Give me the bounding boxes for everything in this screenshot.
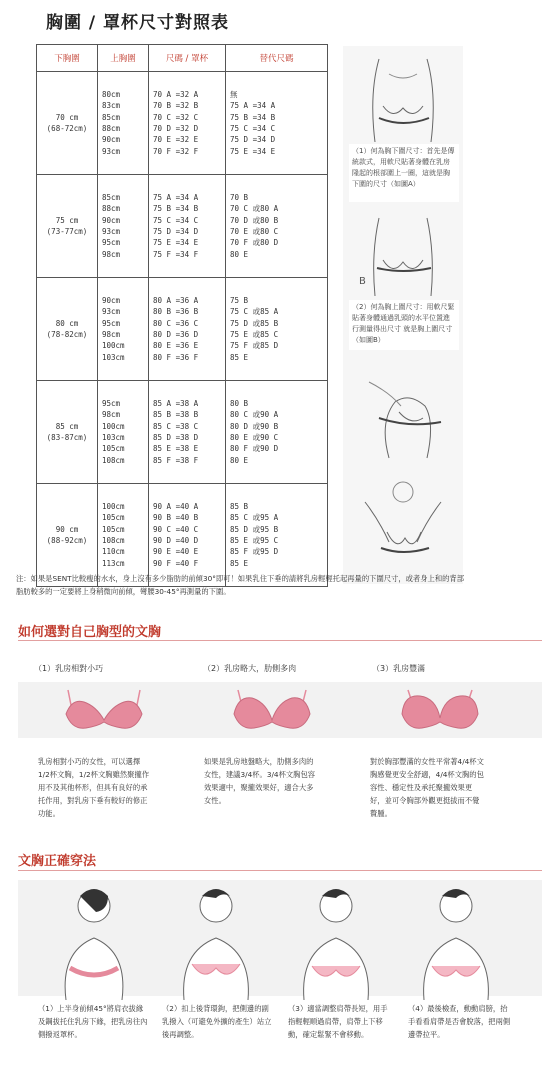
step3-illustration	[276, 882, 396, 1002]
header-over: 上胸圍	[98, 45, 149, 72]
step4-illustration	[396, 882, 516, 1002]
alt-size-cell: 80 B 80 C 或90 A 80 D 或90 B 80 E 或90 C 80 F 或90 D 80 E	[226, 381, 328, 484]
table-row	[37, 278, 328, 381]
step1-illustration	[36, 882, 156, 1002]
section-title-wearing: 文胸正確穿法	[18, 854, 97, 869]
over-bust-cell: 90cm 93cm 95cm 98cm 100cm 103cm	[98, 278, 149, 381]
alt-size-cell: 無 75 A =34 A 75 B =34 B 75 C =34 C 75 D =34 D 75 E =34 E	[226, 72, 328, 175]
alt-size-cell: 85 B 85 C 或95 A 85 D 或95 B 85 E 或95 C 85 F 或95 D 85 E	[226, 484, 328, 587]
over-bust-cell: 80cm 83cm 85cm 88cm 90cm 93cm	[98, 72, 149, 175]
section-divider	[18, 640, 542, 641]
step4-desc: （4）最後檢查，動動肩膀，抬手看看肩帶是否會脫落，把兩側邊帶拉平。	[408, 1004, 511, 1039]
type-label-medium: （2）乳房略大，肋側多肉	[203, 664, 297, 673]
step3-desc: （3）適當調整肩帶長短，用手指輕輕順過肩帶，肩帶上下移動，確定鬆緊不會移動。	[288, 1004, 388, 1039]
three-quarter-cup-bra-icon	[230, 688, 314, 734]
table-row	[37, 175, 328, 278]
table-row	[37, 381, 328, 484]
over-bust-cell: 95cm 98cm 100cm 103cm 105cm 108cm	[98, 381, 149, 484]
alt-size-cell: 75 B 75 C 或85 A 75 D 或85 B 75 E 或85 C 75 F 或85 D 85 E	[226, 278, 328, 381]
type-desc-medium: 如果是乳房地盤略大，肋側多肉的女性，建議3/4杯。3/4杯文胸包容效果適中，聚攏效果好，適合大多女性。	[200, 752, 320, 810]
under-bust-caption: （1）何為胸下圍尺寸：首先是傳統款式，用軟尺貼著身體在乳房隆起的根部圍上一圈，這就是胸下圍的尺寸（如圖A）	[349, 144, 459, 202]
alt-size-cell: 70 B 70 C 或80 A 70 D 或80 B 70 E 或80 C 70 F 或80 D 80 E	[226, 175, 328, 278]
type-label-full: （3）乳房豐滿	[372, 664, 426, 673]
under-bust-cell: 85 cm (83-87cm)	[37, 381, 98, 484]
size-cell: 90 A =40 A 90 B =40 B 90 C =40 C 90 D =40 D 90 E =40 E 90 F =40 F	[149, 484, 226, 587]
under-bust-cell: 70 cm (68-72cm)	[37, 72, 98, 175]
type-label-small: （1）乳房相對小巧	[34, 664, 104, 673]
svg-text:B: B	[359, 276, 366, 287]
size-cell: 80 A =36 A 80 B =36 B 80 C =36 C 80 D =36 D 80 E =36 E 80 F =36 F	[149, 278, 226, 381]
table-row	[37, 72, 328, 175]
size-table	[36, 44, 328, 587]
over-bust-cell: 85cm 88cm 90cm 93cm 95cm 98cm	[98, 175, 149, 278]
step1-desc: （1）上半身前傾45°將肩衣拔緣及鋼拔托住乳房下緣，把乳房往內側撥返罩杯。	[38, 1004, 148, 1039]
under-bust-cell: 90 cm (88-92cm)	[37, 484, 98, 587]
over-bust-caption: （2）何為胸上圍尺寸：用軟尺緊貼著身體通過乳頭的水平位置進行測量得出尺寸 就是胸上圍尺寸（如圖B）	[349, 300, 459, 350]
half-cup-bra-icon	[62, 688, 146, 734]
size-cell: 70 A =32 A 70 B =32 B 70 C =32 C 70 D =32 D 70 E =32 E 70 F =32 F	[149, 72, 226, 175]
section-divider	[18, 870, 542, 871]
header-alt: 替代尺碼	[226, 45, 328, 72]
measurement-panel	[343, 46, 463, 584]
measuring-front-illustration	[349, 472, 457, 576]
over-bust-illustration	[349, 214, 457, 298]
table-header-row	[37, 45, 328, 72]
type-desc-full: 對於胸部豐滿的女性平常著4/4杯文胸感覺更安全舒適，4/4杯文胸的包容性、穩定性及承托聚攏效果更好，並可令胸部外觀更挺拔而不覺贅腫。	[366, 752, 490, 823]
size-cell: 75 A =34 A 75 B =34 B 75 C =34 C 75 D =34 D 75 E =34 E 75 F =34 F	[149, 175, 226, 278]
under-bust-cell: 75 cm (73-77cm)	[37, 175, 98, 278]
measuring-side-illustration	[349, 362, 457, 462]
step2-desc: （2）扣上後背環鉤，把側邊的副乳撥入（可避免外擴的產生）站立後再調整。	[162, 1004, 272, 1039]
section-title-choose: 如何選對自己胸型的文胸	[18, 625, 162, 640]
size-cell: 85 A =38 A 85 B =38 B 85 C =38 C 85 D =38 D 85 E =38 E 85 F =38 F	[149, 381, 226, 484]
under-bust-cell: 80 cm (78-82cm)	[37, 278, 98, 381]
header-under: 下胸圍	[37, 45, 98, 72]
under-bust-illustration	[349, 54, 457, 144]
page-title: 胸圍 / 罩杯尺寸對照表	[46, 13, 230, 33]
type-desc-small: 乳房相對小巧的女性，可以選擇1/2杯文胸，1/2杯文胸雖然聚攏作用不及其他杯形，但具有良好的承托作用，對乳房下垂有較好的修正功能。	[34, 752, 154, 823]
header-size: 尺碼 / 罩杯	[149, 45, 226, 72]
step2-illustration	[156, 882, 276, 1002]
full-cup-bra-icon	[398, 688, 482, 734]
measurement-note: 注：如果是SENT比較瘦的水水，身上沒有多少脂肪的前傾30°即可！如果乳住下垂的請將乳房輕輕托起再量的下圍尺寸，或者身上和的背部脂肪較多的一定要將上身稍微向前傾，彎腰30-45°再測量的下圍。	[16, 574, 465, 596]
over-bust-cell: 100cm 105cm 105cm 108cm 110cm 113cm	[98, 484, 149, 587]
